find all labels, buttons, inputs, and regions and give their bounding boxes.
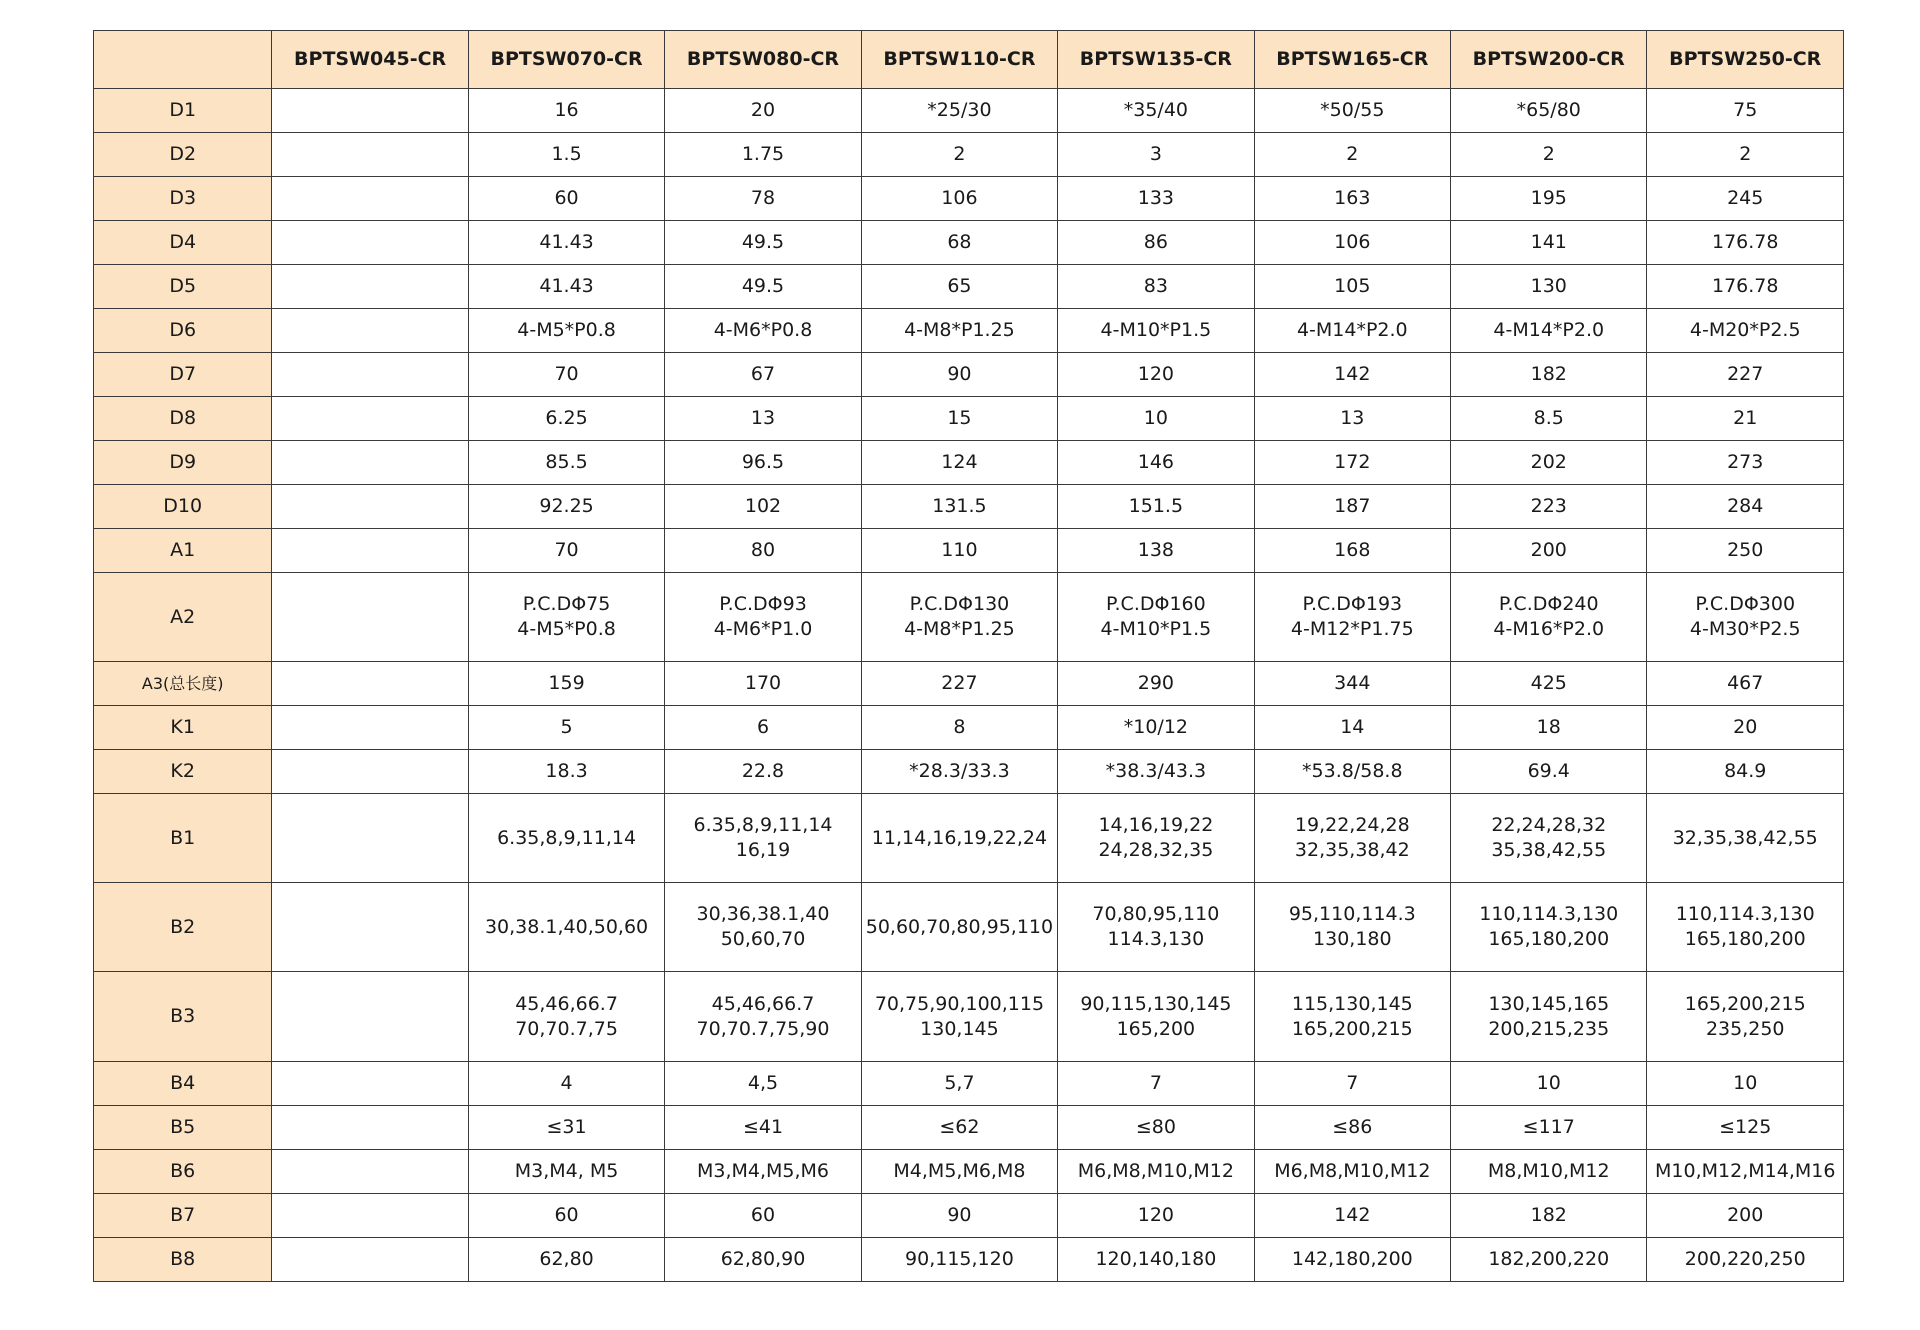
table-row [94,573,1844,662]
table-cell: 15 [861,397,1057,441]
table-cell: 4 [468,1062,664,1106]
table-cell: 84.9 [1647,750,1844,794]
table-cell: M3,M4, M5 [468,1150,664,1194]
table-cell: 110 [861,529,1057,573]
table-cell: 20 [1647,706,1844,750]
row-label: D10 [94,485,272,529]
row-label: B6 [94,1150,272,1194]
table-cell: 62,80 [468,1238,664,1282]
table-cell: M3,M4,M5,M6 [665,1150,861,1194]
table-cell: 95,110,114.3 130,180 [1254,883,1450,972]
table-cell: ≤31 [468,1106,664,1150]
table-cell: 159 [468,662,664,706]
table-cell: 70 [468,529,664,573]
table-cell: 223 [1451,485,1647,529]
table-cell: 90 [861,1194,1057,1238]
table-cell: 106 [861,177,1057,221]
table-cell: P.C.DΦ240 4-M16*P2.0 [1451,573,1647,662]
table-cell: 90,115,120 [861,1238,1057,1282]
row-label: D9 [94,441,272,485]
table-cell: 50,60,70,80,95,110 [861,883,1057,972]
row-label: D8 [94,397,272,441]
column-header: BPTSW070-CR [468,31,664,89]
table-cell [272,441,468,485]
table-cell: 284 [1647,485,1844,529]
table-cell: 195 [1451,177,1647,221]
spec-table [93,30,1844,1282]
table-cell: 131.5 [861,485,1057,529]
table-cell: 4-M14*P2.0 [1254,309,1450,353]
table-cell: M4,M5,M6,M8 [861,1150,1057,1194]
table-cell: 138 [1058,529,1254,573]
table-cell [272,1238,468,1282]
table-cell [272,353,468,397]
row-label: A2 [94,573,272,662]
table-cell: 6.35,8,9,11,14 16,19 [665,794,861,883]
table-row [94,1106,1844,1150]
table-cell: 2 [861,133,1057,177]
table-cell: 80 [665,529,861,573]
table-cell [272,89,468,133]
table-cell: 13 [1254,397,1450,441]
row-label: D3 [94,177,272,221]
table-cell: 60 [468,1194,664,1238]
table-row [94,309,1844,353]
table-cell: 83 [1058,265,1254,309]
table-cell: 14,16,19,22 24,28,32,35 [1058,794,1254,883]
table-cell: 30,38.1,40,50,60 [468,883,664,972]
table-cell: 142 [1254,1194,1450,1238]
table-cell: 133 [1058,177,1254,221]
table-cell: 7 [1254,1062,1450,1106]
table-cell: M6,M8,M10,M12 [1254,1150,1450,1194]
table-cell: 168 [1254,529,1450,573]
table-cell: 105 [1254,265,1450,309]
table-cell: 130 [1451,265,1647,309]
table-cell: 344 [1254,662,1450,706]
table-cell: 467 [1647,662,1844,706]
table-cell: 202 [1451,441,1647,485]
table-cell: 10 [1647,1062,1844,1106]
table-cell [272,972,468,1062]
table-cell: *10/12 [1058,706,1254,750]
column-header: BPTSW135-CR [1058,31,1254,89]
table-cell: 245 [1647,177,1844,221]
row-label: B1 [94,794,272,883]
row-label: A3(总长度) [94,662,272,706]
table-cell: 21 [1647,397,1844,441]
table-cell: 3 [1058,133,1254,177]
table-cell: 227 [861,662,1057,706]
table-cell: ≤80 [1058,1106,1254,1150]
table-cell: 78 [665,177,861,221]
table-cell: 4,5 [665,1062,861,1106]
table-cell: 45,46,66.7 70,70.7,75,90 [665,972,861,1062]
table-cell: 182,200,220 [1451,1238,1647,1282]
table-cell: M10,M12,M14,M16 [1647,1150,1844,1194]
table-cell [272,265,468,309]
table-cell [272,177,468,221]
table-cell: 176.78 [1647,265,1844,309]
table-cell: 142 [1254,353,1450,397]
table-cell: 187 [1254,485,1450,529]
table-cell: 7 [1058,1062,1254,1106]
table-cell: 8 [861,706,1057,750]
table-cell [272,309,468,353]
table-cell [272,133,468,177]
table-cell: 120 [1058,1194,1254,1238]
table-cell: 90 [861,353,1057,397]
table-cell: 2 [1254,133,1450,177]
table-cell: 273 [1647,441,1844,485]
table-cell: 41.43 [468,265,664,309]
table-cell: 6.35,8,9,11,14 [468,794,664,883]
table-cell: 425 [1451,662,1647,706]
table-cell: 124 [861,441,1057,485]
table-cell: P.C.DΦ300 4-M30*P2.5 [1647,573,1844,662]
table-cell: *38.3/43.3 [1058,750,1254,794]
table-cell: 30,36,38.1,40 50,60,70 [665,883,861,972]
table-cell: M6,M8,M10,M12 [1058,1150,1254,1194]
table-cell [272,662,468,706]
table-row [94,883,1844,972]
table-cell: ≤62 [861,1106,1057,1150]
table-cell: 18 [1451,706,1647,750]
table-cell: 182 [1451,353,1647,397]
table-cell: 146 [1058,441,1254,485]
table-row [94,397,1844,441]
column-header: BPTSW110-CR [861,31,1057,89]
table-row [94,441,1844,485]
table-cell: P.C.DΦ75 4-M5*P0.8 [468,573,664,662]
table-cell: 163 [1254,177,1450,221]
table-cell: 1.75 [665,133,861,177]
table-cell: 96.5 [665,441,861,485]
table-cell: 130,145,165 200,215,235 [1451,972,1647,1062]
table-cell [272,573,468,662]
table-cell: 75 [1647,89,1844,133]
table-cell: 70 [468,353,664,397]
table-cell: 170 [665,662,861,706]
table-cell: 200,220,250 [1647,1238,1844,1282]
table-cell: 200 [1451,529,1647,573]
table-cell [272,794,468,883]
table-cell: 69.4 [1451,750,1647,794]
table-cell: 14 [1254,706,1450,750]
table-cell [272,221,468,265]
table-cell: P.C.DΦ93 4-M6*P1.0 [665,573,861,662]
table-cell: 120 [1058,353,1254,397]
table-row [94,353,1844,397]
table-body [94,89,1844,1282]
table-row [94,485,1844,529]
table-cell: 250 [1647,529,1844,573]
table-row [94,794,1844,883]
table-cell: 10 [1058,397,1254,441]
table-row [94,1238,1844,1282]
table-cell: ≤117 [1451,1106,1647,1150]
table-cell: P.C.DΦ160 4-M10*P1.5 [1058,573,1254,662]
row-label: D4 [94,221,272,265]
table-cell: 6 [665,706,861,750]
table-cell [272,1194,468,1238]
row-label: D6 [94,309,272,353]
table-cell: P.C.DΦ193 4-M12*P1.75 [1254,573,1450,662]
table-cell: 45,46,66.7 70,70.7,75 [468,972,664,1062]
row-label: B5 [94,1106,272,1150]
table-cell: 115,130,145 165,200,215 [1254,972,1450,1062]
table-cell: 4-M6*P0.8 [665,309,861,353]
table-cell: 110,114.3,130 165,180,200 [1647,883,1844,972]
table-row [94,177,1844,221]
table-cell: ≤125 [1647,1106,1844,1150]
table-cell: 32,35,38,42,55 [1647,794,1844,883]
table-cell: 6.25 [468,397,664,441]
table-cell: 4-M10*P1.5 [1058,309,1254,353]
table-cell: *50/55 [1254,89,1450,133]
table-cell: *65/80 [1451,89,1647,133]
table-row [94,133,1844,177]
corner-cell [94,31,272,89]
table-cell: 165,200,215 235,250 [1647,972,1844,1062]
row-label: B8 [94,1238,272,1282]
table-cell: 4-M20*P2.5 [1647,309,1844,353]
table-cell: 5 [468,706,664,750]
table-cell: 70,75,90,100,115 130,145 [861,972,1057,1062]
table-cell: 151.5 [1058,485,1254,529]
table-row [94,750,1844,794]
table-cell: 5,7 [861,1062,1057,1106]
table-cell: 2 [1451,133,1647,177]
table-cell: 2 [1647,133,1844,177]
table-cell: 106 [1254,221,1450,265]
table-cell: 176.78 [1647,221,1844,265]
table-row [94,265,1844,309]
table-cell: 60 [665,1194,861,1238]
table-cell: *25/30 [861,89,1057,133]
table-cell: 68 [861,221,1057,265]
table-cell: 8.5 [1451,397,1647,441]
table-cell: 142,180,200 [1254,1238,1450,1282]
table-cell: 20 [665,89,861,133]
row-label: D1 [94,89,272,133]
row-label: B7 [94,1194,272,1238]
table-cell [272,529,468,573]
table-row [94,1150,1844,1194]
table-cell [272,1106,468,1150]
table-cell: 49.5 [665,221,861,265]
table-cell: 49.5 [665,265,861,309]
table-cell: 13 [665,397,861,441]
table-cell: 141 [1451,221,1647,265]
table-cell: 16 [468,89,664,133]
table-cell [272,706,468,750]
table-cell: 4-M5*P0.8 [468,309,664,353]
row-label: B4 [94,1062,272,1106]
table-row [94,221,1844,265]
table-row [94,1062,1844,1106]
table-cell: 60 [468,177,664,221]
table-cell: 110,114.3,130 165,180,200 [1451,883,1647,972]
table-row [94,706,1844,750]
table-cell [272,485,468,529]
column-header: BPTSW165-CR [1254,31,1450,89]
table-row [94,89,1844,133]
table-cell: 70,80,95,110 114.3,130 [1058,883,1254,972]
table-cell: 67 [665,353,861,397]
table-cell: 4-M14*P2.0 [1451,309,1647,353]
table-cell: 182 [1451,1194,1647,1238]
table-cell: *28.3/33.3 [861,750,1057,794]
table-cell: 4-M8*P1.25 [861,309,1057,353]
column-header: BPTSW200-CR [1451,31,1647,89]
table-cell: 65 [861,265,1057,309]
table-cell: 85.5 [468,441,664,485]
table-cell [272,1150,468,1194]
header-row [94,31,1844,89]
row-label: D7 [94,353,272,397]
table-cell: *35/40 [1058,89,1254,133]
column-header: BPTSW080-CR [665,31,861,89]
table-cell: 92.25 [468,485,664,529]
table-cell: ≤86 [1254,1106,1450,1150]
table-row [94,529,1844,573]
column-header: BPTSW045-CR [272,31,468,89]
table-cell: 18.3 [468,750,664,794]
table-cell: 19,22,24,28 32,35,38,42 [1254,794,1450,883]
table-cell [272,1062,468,1106]
table-cell: 172 [1254,441,1450,485]
table-cell: M8,M10,M12 [1451,1150,1647,1194]
table-cell [272,883,468,972]
table-cell: *53.8/58.8 [1254,750,1450,794]
table-cell: P.C.DΦ130 4-M8*P1.25 [861,573,1057,662]
table-cell: ≤41 [665,1106,861,1150]
table-cell: 102 [665,485,861,529]
table-cell: 22.8 [665,750,861,794]
table-cell: 1.5 [468,133,664,177]
row-label: B2 [94,883,272,972]
table-cell: 290 [1058,662,1254,706]
table-row [94,972,1844,1062]
table-cell: 62,80,90 [665,1238,861,1282]
table-cell: 200 [1647,1194,1844,1238]
table-cell: 22,24,28,32 35,38,42,55 [1451,794,1647,883]
table-cell: 11,14,16,19,22,24 [861,794,1057,883]
table-cell: 41.43 [468,221,664,265]
table-row [94,662,1844,706]
table-row [94,1194,1844,1238]
table-cell: 120,140,180 [1058,1238,1254,1282]
table-cell: 86 [1058,221,1254,265]
column-header: BPTSW250-CR [1647,31,1844,89]
table-cell [272,397,468,441]
table-cell [272,750,468,794]
table-cell: 10 [1451,1062,1647,1106]
table-cell: 227 [1647,353,1844,397]
table-cell: 90,115,130,145 165,200 [1058,972,1254,1062]
row-label: K2 [94,750,272,794]
row-label: D5 [94,265,272,309]
row-label: K1 [94,706,272,750]
row-label: A1 [94,529,272,573]
row-label: D2 [94,133,272,177]
row-label: B3 [94,972,272,1062]
